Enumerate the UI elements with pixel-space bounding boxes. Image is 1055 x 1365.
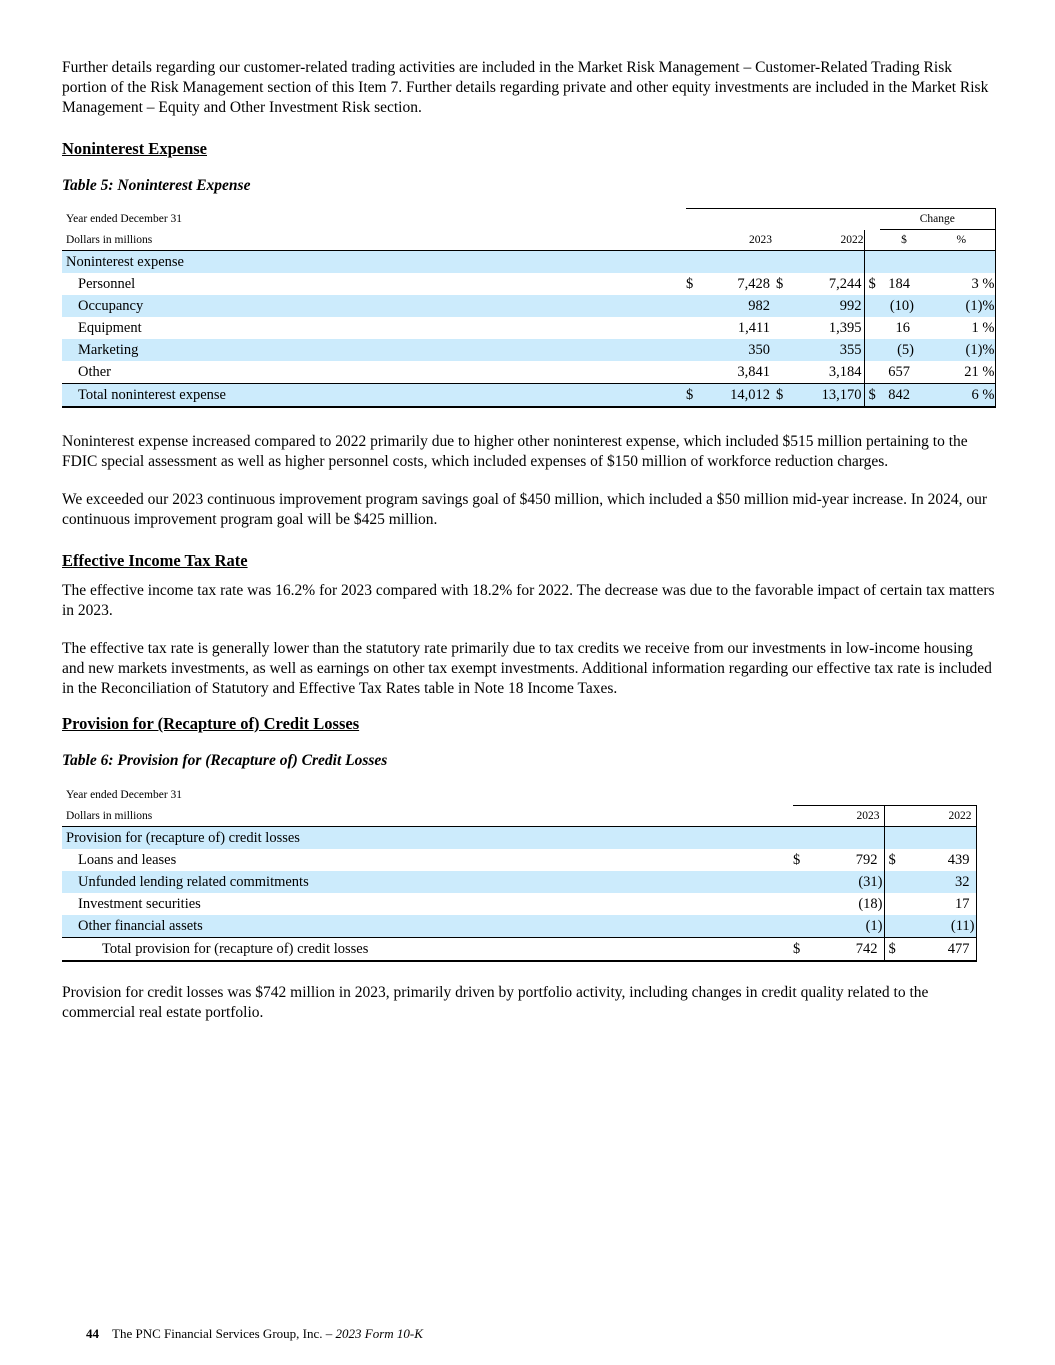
table-row: Equipment 1,411 1,395 16 1 % [62,317,995,339]
total-row: Total noninterest expense $ 14,012 $ 13,170 $ 842 6 % [62,384,995,408]
table-row: Occupancy 982 992 (10) (1)% [62,295,995,317]
noninterest-expense-table [62,208,996,408]
provision-heading: Provision for (Recapture of) Credit Losses [62,714,360,733]
table-row: Personnel $ 7,428 $ 7,244 $ 184 3 % [62,273,995,295]
tax-para-2: The effective tax rate is generally lower than the statutory rate primarily due to tax credits we receive from our investments in low-income housing and new markets investments, as well as earnings on other tax exempt investments. Additional information regarding our effective tax rate is included in the Reconciliation of Statutory and Effective Tax Rates table in Note 18 Income Taxes. [62,640,992,697]
table-row: Other 3,841 3,184 657 21 % [62,361,995,384]
total-row: Total provision for (recapture of) credit losses $ 742 $ 477 [62,938,976,962]
hdr-2023: 2023 [749,233,772,246]
table5-title: Table 5: Noninterest Expense [62,177,251,194]
hdr-units: Dollars in millions [66,809,153,822]
hdr-change: Change [880,209,995,230]
table-row: Unfunded lending related commitments (31) 32 [62,871,976,893]
intro-paragraph: Further details regarding our customer-related trading activities are included in the Market Risk Management – Customer-Related Trading Risk portion of the Risk Management section of this Item 7. Further details regarding private and other equity investments are included in the Market Risk Management – Equity and Other Investment Risk section. [62,59,989,116]
hdr-year: Year ended December 31 [66,213,183,225]
footer-form: 2023 Form 10-K [335,1326,423,1341]
hdr-pct: % [928,230,995,251]
section-label: Noninterest expense [62,251,686,274]
table6-title: Table 6: Provision for (Recapture of) Credit Losses [62,752,388,769]
noninterest-expense-heading: Noninterest Expense [62,139,207,158]
hdr-2022: 2022 [898,806,976,827]
table-row: Loans and leases $ 792 $ 439 [62,849,976,871]
noninterest-para-2: We exceeded our 2023 continuous improvement program savings goal of $450 million, which included a $50 million mid-year increase. In 2024, our continuous improvement program goal will be $425 million. [62,491,988,528]
table-row: Investment securities (18) 17 [62,893,976,915]
tax-para-1: The effective income tax rate was 16.2% for 2023 compared with 18.2% for 2022. The decrease was due to the favorable impact of certain tax matters in 2023. [62,582,995,619]
tax-rate-heading: Effective Income Tax Rate [62,551,248,570]
table-row: Marketing 350 355 (5) (1)% [62,339,995,361]
hdr-2022: 2022 [789,230,864,251]
hdr-year: Year ended December 31 [66,789,183,802]
noninterest-para-1: Noninterest expense increased compared to 2022 primarily due to higher other noninterest expense, which included $515 million pertaining to the FDIC special assessment as well as higher personnel costs, which included expenses of $150 million of workforce reduction charges. [62,433,968,470]
footer-company: The PNC Financial Services Group, Inc. – [112,1326,333,1341]
page-footer [86,1326,423,1342]
provision-para-1: Provision for credit losses was $742 million in 2023, primarily driven by portfolio activity, including changes in credit quality related to the commercial real estate portfolio. [62,984,929,1021]
provision-table [62,785,977,962]
document-page [62,58,997,1023]
page-number: 44 [86,1326,99,1341]
hdr-dollar: $ [880,230,928,251]
table-row: Other financial assets (1) (11) [62,915,976,938]
hdr-units: Dollars in millions [66,233,153,246]
section-label: Provision for (recapture of) credit losses [62,827,793,850]
hdr-2023: 2023 [807,806,884,827]
